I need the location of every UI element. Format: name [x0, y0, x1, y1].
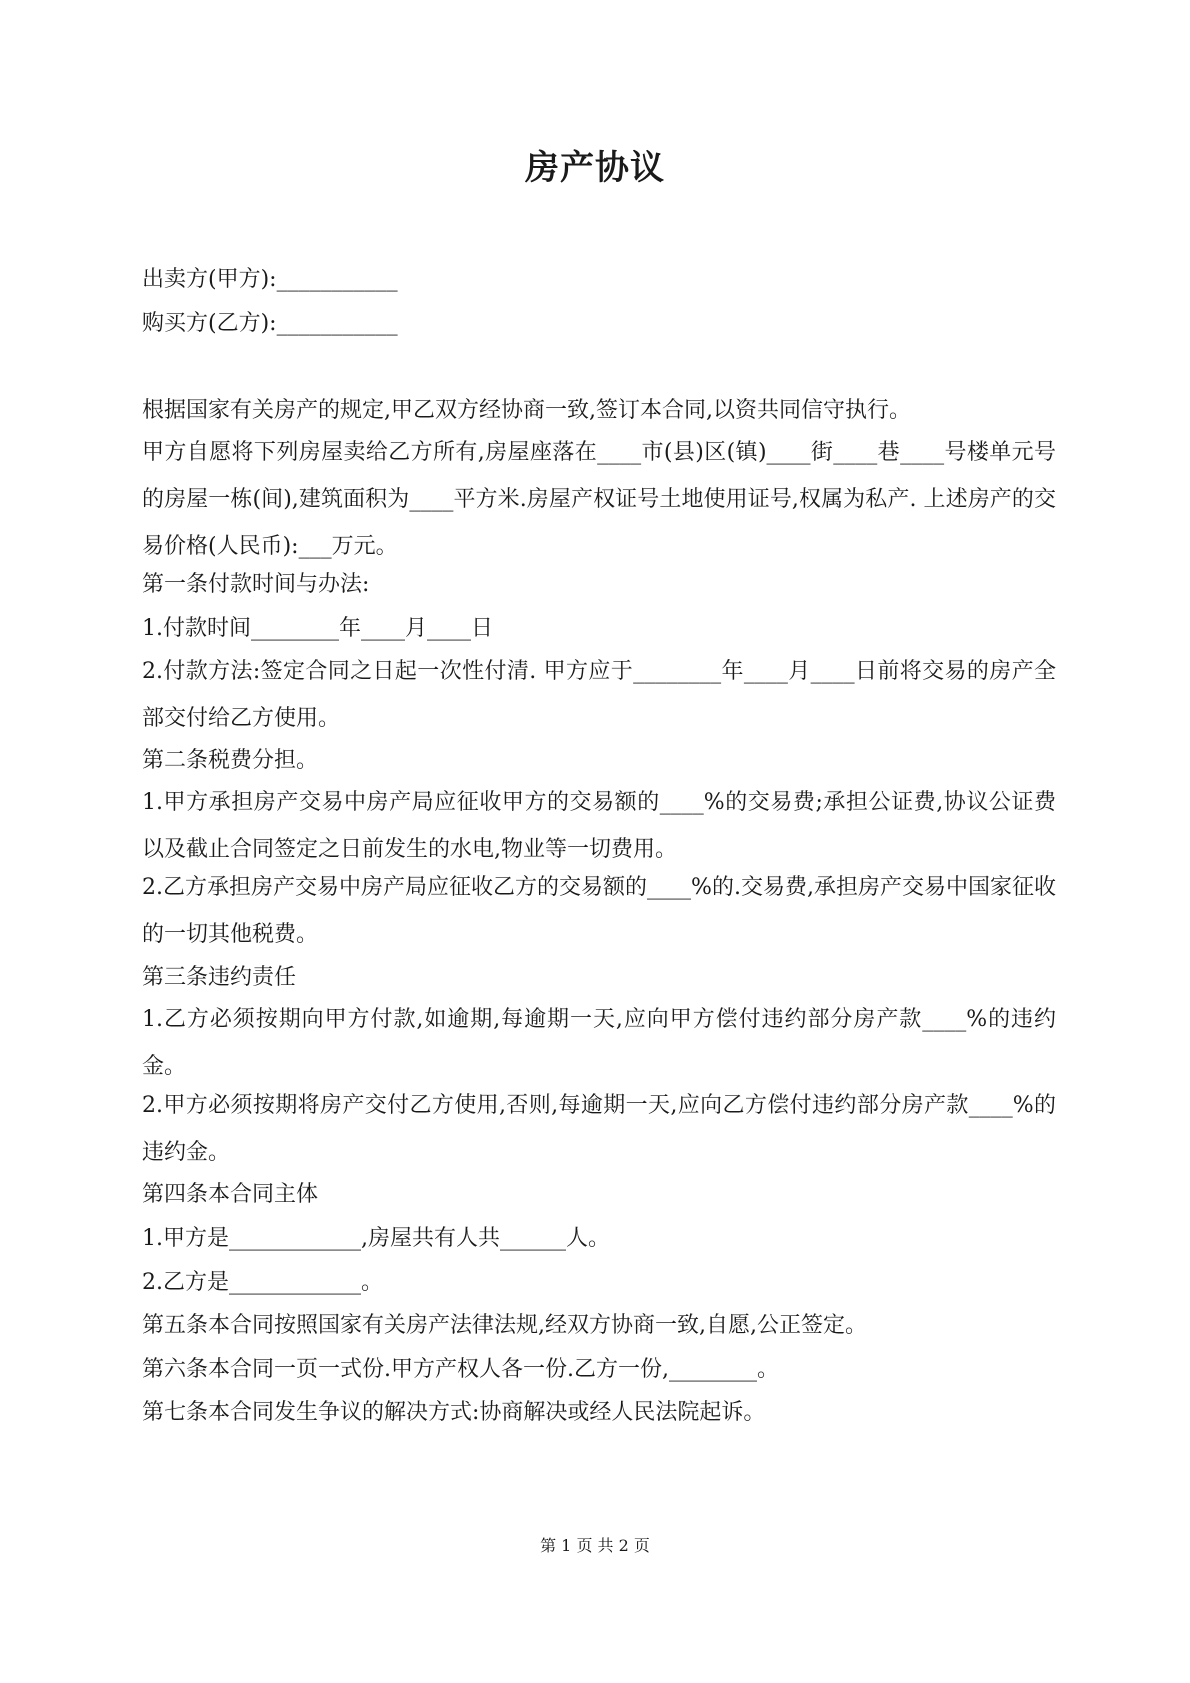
- article2-item1: 1.甲方承担房产交易中房产局应征收甲方的交易额的____%的交易费;承担公证费,协议公证费以及截止合同签定之日前发生的水电,物业等一切费用。: [142, 790, 1056, 862]
- seller-line: 出卖方(甲方):___________: [142, 267, 398, 292]
- property-description: 甲方自愿将下列房屋卖给乙方所有,房屋座落在____市(县)区(镇)____街____巷____号楼单元号的房屋一栋(间),建筑面积为____平方米.房屋产权证号土地使用证号,权属为私产. 上述房产的交易价格(人民币):___万元。: [142, 440, 1056, 559]
- article2-heading: 第二条税费分担。: [142, 748, 319, 773]
- article1-item1: 1.付款时间________年____月____日: [142, 616, 493, 641]
- article7: 第七条本合同发生争议的解决方式:协商解决或经人民法院起诉。: [142, 1400, 766, 1425]
- article3-item2: 2.甲方必须按期将房产交付乙方使用,否则,每逾期一天,应向乙方偿付违约部分房产款____%的违约金。: [142, 1093, 1056, 1165]
- page-indicator: 第 1 页 共 2 页: [540, 1536, 650, 1555]
- article4-item1: 1.甲方是____________,房屋共有人共______人。: [142, 1226, 610, 1251]
- article4-item2: 2.乙方是____________。: [142, 1270, 383, 1295]
- article5: 第五条本合同按照国家有关房产法律法规,经双方协商一致,自愿,公正签定。: [142, 1313, 867, 1338]
- article6: 第六条本合同一页一式份.甲方产权人各一份.乙方一份,________。: [142, 1357, 779, 1382]
- preamble: 根据国家有关房产的规定,甲乙双方经协商一致,签订本合同,以资共同信守执行。: [142, 398, 911, 423]
- document-title: 房产协议: [525, 148, 665, 188]
- article2-item2: 2.乙方承担房产交易中房产局应征收乙方的交易额的____%的.交易费,承担房产交易中国家征收的一切其他税费。: [142, 875, 1056, 947]
- article4-heading: 第四条本合同主体: [142, 1182, 319, 1207]
- article1-item2: 2.付款方法:签定合同之日起一次性付清. 甲方应于________年____月____日前将交易的房产全部交付给乙方使用。: [142, 659, 1056, 731]
- article1-heading: 第一条付款时间与办法:: [142, 572, 370, 597]
- article3-item1: 1.乙方必须按期向甲方付款,如逾期,每逾期一天,应向甲方偿付违约部分房产款____%的违约金。: [142, 1007, 1056, 1079]
- buyer-line: 购买方(乙方):___________: [142, 311, 398, 336]
- article3-heading: 第三条违约责任: [142, 965, 297, 990]
